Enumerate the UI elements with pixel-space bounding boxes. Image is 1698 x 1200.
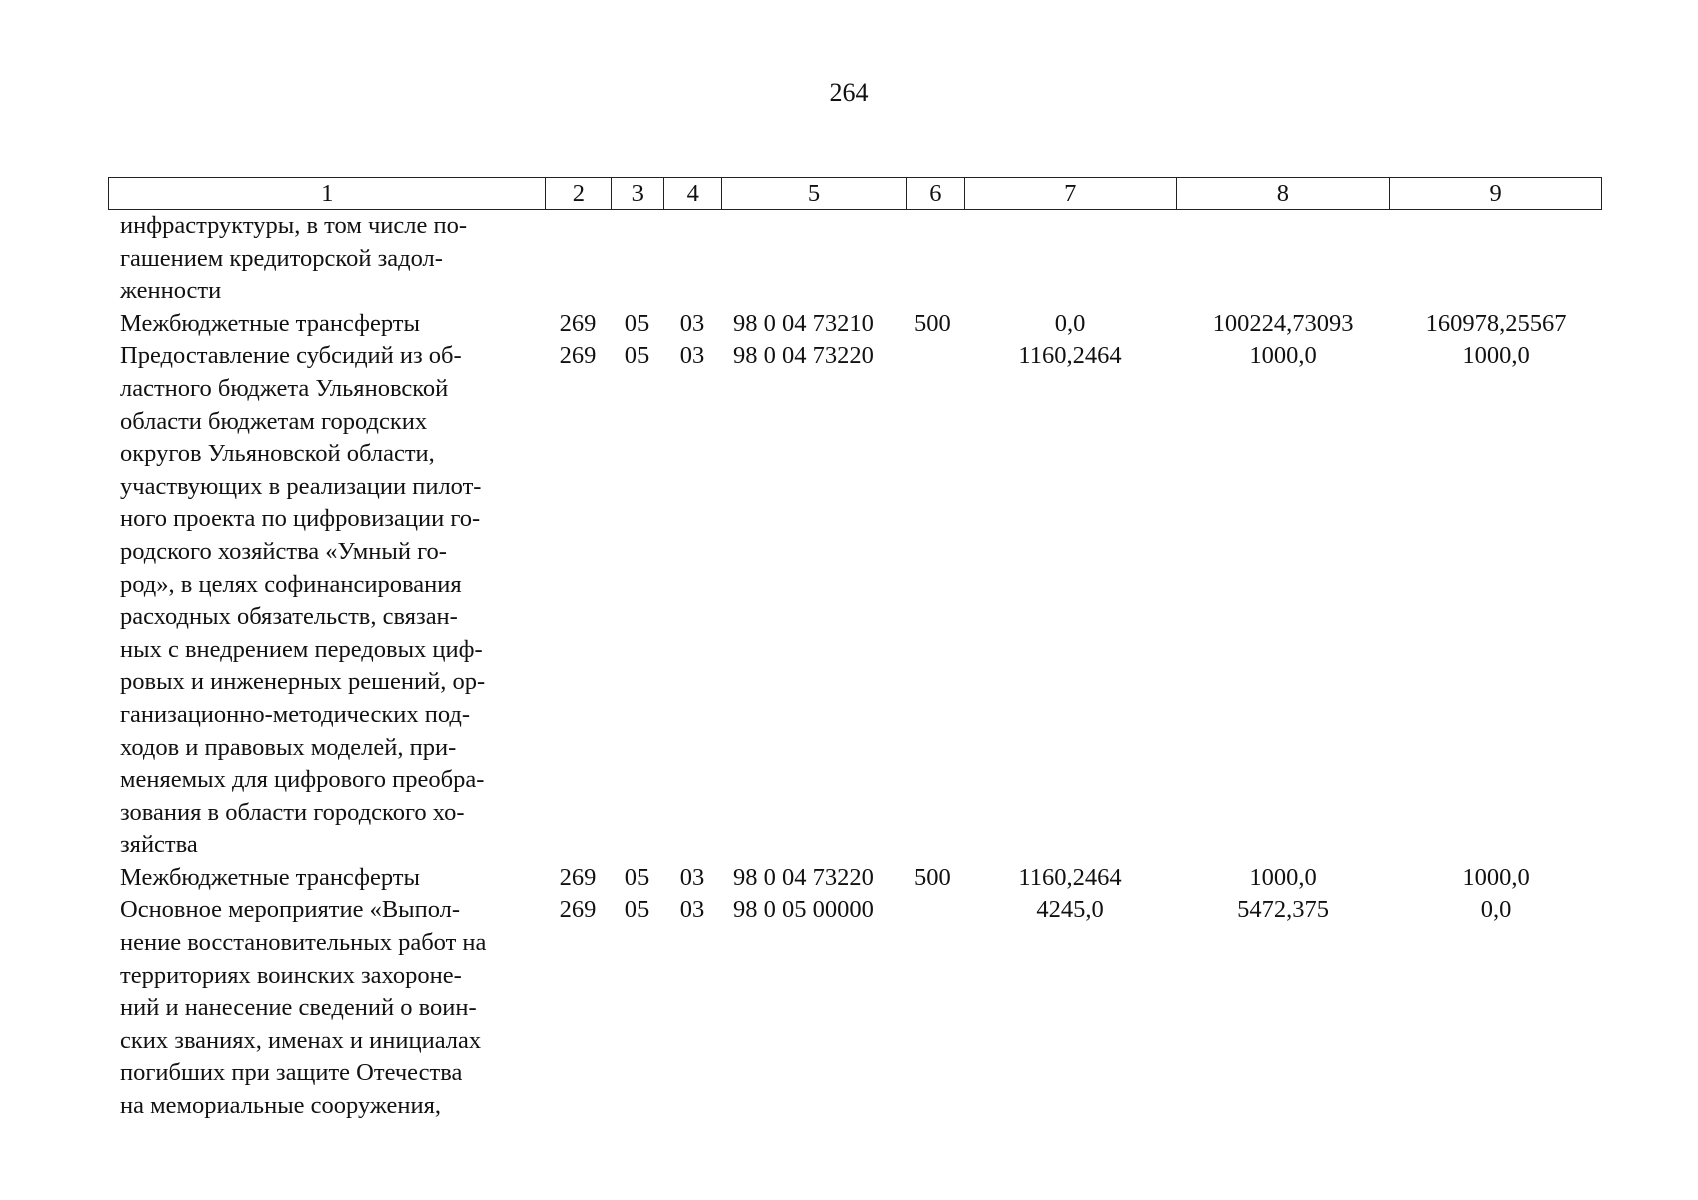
cell-col-2: 269	[559, 309, 597, 337]
cell-col-3: 05	[624, 342, 650, 370]
description-line: зяйства	[120, 831, 198, 859]
cell-col-8: 1000,0	[1249, 863, 1317, 891]
cell-col-4: 03	[679, 863, 705, 891]
cell-col-9: 1000,0	[1462, 342, 1530, 370]
description-line: инфраструктуры, в том числе по-	[120, 212, 467, 239]
cell-col-7: 1160,2464	[1018, 342, 1122, 370]
column-header-5: 5	[721, 178, 906, 209]
cell-col-6: 500	[914, 863, 951, 891]
column-header-3: 3	[611, 178, 663, 209]
description-line: нение восстановительных работ на	[120, 929, 487, 957]
column-header-8: 8	[1176, 178, 1390, 209]
table-row	[108, 308, 1602, 341]
description-line: родского хозяйства «Умный го-	[120, 537, 447, 565]
column-header-7: 7	[964, 178, 1176, 209]
cell-col-4: 03	[679, 342, 705, 370]
cell-col-4: 03	[679, 309, 705, 337]
description-line: Межбюджетные трансферты	[120, 309, 420, 337]
description-line: меняемых для цифрового преобра-	[120, 766, 485, 794]
row-description	[108, 862, 545, 895]
table-row	[108, 862, 1602, 895]
description-line: Основное мероприятие «Выпол-	[120, 896, 461, 924]
cell-col-5: 98 0 05 00000	[733, 896, 874, 924]
description-line: женности	[120, 277, 222, 305]
table-header-row	[108, 177, 1602, 210]
cell-col-5: 98 0 04 73220	[733, 863, 874, 891]
column-header-1: 1	[321, 180, 334, 207]
description-line: Межбюджетные трансферты	[120, 863, 420, 891]
row-description	[108, 340, 545, 862]
column-header-6: 6	[906, 178, 964, 209]
description-line: ных с внедрением передовых циф-	[120, 635, 483, 663]
row-description	[108, 308, 545, 341]
description-line: гашением кредиторской задол-	[120, 244, 443, 272]
cell-col-4: 03	[679, 896, 705, 924]
cell-col-2: 269	[559, 896, 597, 924]
cell-col-3: 05	[624, 863, 650, 891]
cell-col-8: 1000,0	[1249, 342, 1317, 370]
cell-col-9: 0,0	[1480, 896, 1512, 924]
description-line: расходных обязательств, связан-	[120, 603, 458, 631]
description-line: территориях воинских захороне-	[120, 961, 462, 989]
column-header-9: 9	[1389, 178, 1601, 209]
description-line: ний и нанесение сведений о воин-	[120, 994, 477, 1022]
description-line: ских званиях, именах и инициалах	[120, 1026, 482, 1054]
description-line: ластного бюджета Ульяновской	[120, 374, 449, 402]
table-row	[108, 340, 1602, 862]
cell-col-2: 269	[559, 342, 597, 370]
cell-col-5: 98 0 04 73210	[733, 309, 874, 337]
description-line: области бюджетам городских	[120, 407, 428, 435]
description-line: Предоставление субсидий из об-	[120, 342, 462, 370]
description-line: зования в области городского хо-	[120, 798, 465, 826]
row-description	[108, 210, 545, 308]
cell-col-7: 1160,2464	[1018, 863, 1122, 891]
column-header-2: 2	[545, 178, 611, 209]
cell-col-3: 05	[624, 309, 650, 337]
description-line: на мемориальные сооружения,	[120, 1092, 441, 1120]
cell-col-2: 269	[559, 863, 597, 891]
budget-table	[108, 177, 1602, 1123]
cell-col-8: 100224,73093	[1212, 309, 1354, 337]
cell-col-9: 1000,0	[1462, 863, 1530, 891]
description-line: ходов и правовых моделей, при-	[120, 733, 457, 761]
cell-col-8: 5472,375	[1237, 896, 1329, 924]
page-number: 264	[829, 78, 869, 107]
table-body	[108, 210, 1602, 1123]
cell-col-6: 500	[914, 309, 951, 337]
description-line: участвующих в реализации пилот-	[120, 472, 482, 500]
description-line: округов Ульяновской области,	[120, 440, 435, 468]
description-line: ного проекта по цифровизации го-	[120, 505, 481, 533]
table-row	[108, 210, 1602, 308]
description-line: род», в целях софинансирования	[120, 570, 462, 598]
row-description	[108, 894, 545, 1122]
cell-col-3: 05	[624, 896, 650, 924]
column-header-4: 4	[663, 178, 721, 209]
description-line: ганизационно-методических под-	[120, 700, 471, 728]
cell-col-5: 98 0 04 73220	[733, 342, 874, 370]
cell-col-7: 0,0	[1054, 309, 1086, 337]
description-line: погибших при защите Отечества	[120, 1059, 463, 1087]
cell-col-9: 160978,25567	[1425, 309, 1567, 337]
cell-col-7: 4245,0	[1036, 896, 1104, 924]
table-row	[108, 894, 1602, 1122]
description-line: ровых и инженерных решений, ор-	[120, 668, 486, 696]
